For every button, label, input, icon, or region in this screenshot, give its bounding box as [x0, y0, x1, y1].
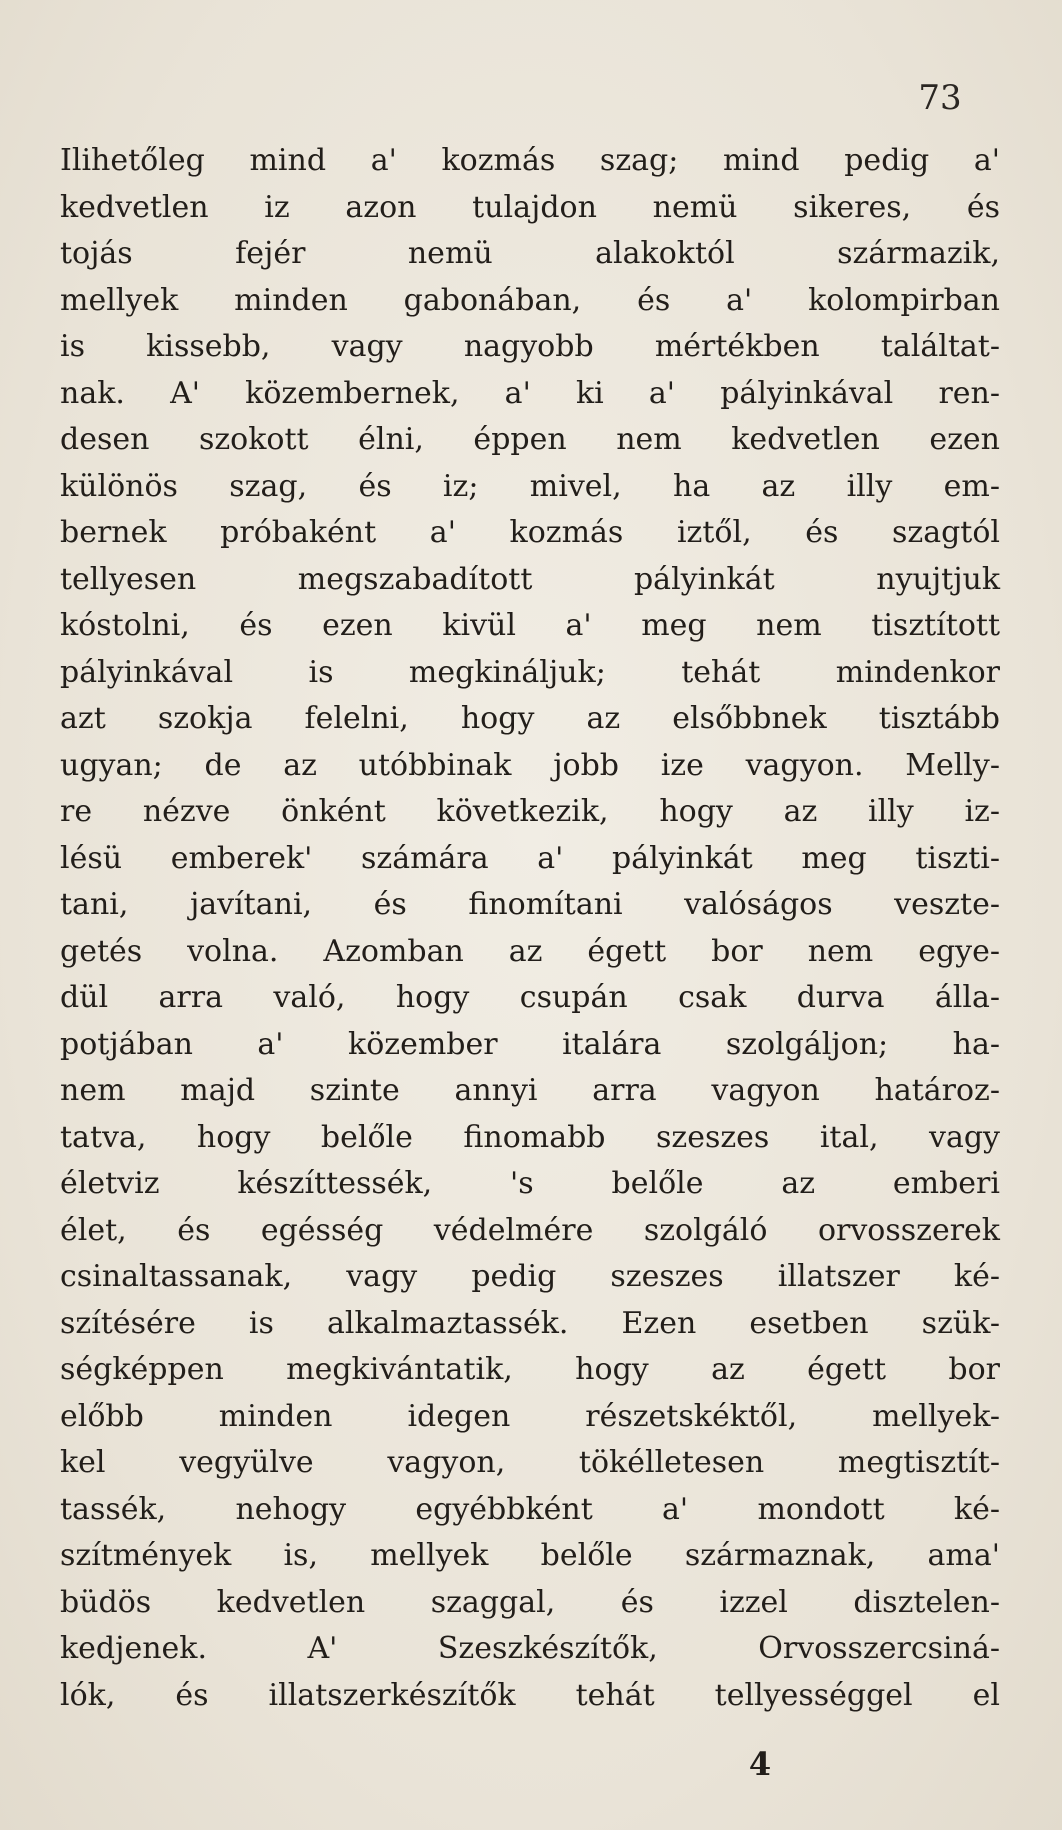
text-line: kedjenek. A' Szeszkészítők, Orvosszercsiná- [60, 1631, 1000, 1666]
text-line: ugyan; de az utóbbinak jobb ize vagyon. Melly- [60, 747, 1000, 783]
text-line: kel vegyülve vagyon, tökélletesen megtisztít- [60, 1445, 1000, 1480]
text-line: kedvetlen iz azon tulajdon nemü sikeres, és [60, 189, 1000, 225]
text-line: mellyek minden gabonában, és a' kolompirban [60, 282, 1000, 318]
page-number: 73 [918, 78, 962, 118]
text-line: tatva, hogy belőle finomabb szeszes ital, vagy [60, 1119, 1000, 1155]
text-line: csinaltassanak, vagy pedig szeszes illatszer ké- [60, 1259, 1000, 1294]
text-line: Ilihetőleg mind a' kozmás szag; mind pedig a' [60, 143, 1000, 178]
text-line: tellyesen megszabadított pályinkát nyujtjuk [60, 561, 1000, 597]
text-line: kóstolni, és ezen kivül a' meg nem tisztított [60, 608, 1000, 643]
text-line: ségképpen megkivántatik, hogy az égett bor [60, 1352, 1000, 1387]
text-line: getés volna. Azomban az égett bor nem egye- [60, 933, 1000, 969]
text-line: élet, és egésség védelmére szolgáló orvosszerek [60, 1212, 1000, 1248]
text-line: nak. A' közembernek, a' ki a' pályinkával ren- [60, 375, 1000, 411]
text-line: tassék, nehogy egyébbként a' mondott ké- [60, 1491, 1000, 1527]
text-line: lésü emberek' számára a' pályinkát meg tiszti- [60, 840, 1000, 876]
text-line: életviz készíttessék, 's belőle az emberi [60, 1166, 1000, 1201]
text-line: lók, és illatszerkészítők tehát tellyességgel el [60, 1677, 1000, 1713]
text-line: szítésére is alkalmaztassék. Ezen esetben szük- [60, 1305, 1000, 1341]
text-line: potjában a' közember italára szolgáljon; ha- [60, 1026, 1000, 1062]
text-line: is kissebb, vagy nagyobb mértékben találtat- [60, 329, 1000, 364]
text-line: különös szag, és iz; mivel, ha az illy em- [60, 468, 1000, 504]
text-line: tani, javítani, és finomítani valóságos veszte- [60, 887, 1000, 922]
text-line: bernek próbaként a' kozmás iztől, és szagtól [60, 515, 1000, 550]
text-line: előbb minden idegen részetskéktől, mellyek- [60, 1398, 1000, 1434]
text-line: dül arra való, hogy csupán csak durva álla- [60, 980, 1000, 1015]
text-line: szítmények is, mellyek belőle származnak, ama' [60, 1538, 1000, 1573]
text-line: re nézve önként következik, hogy az illy iz- [60, 794, 1000, 829]
text-line: pályinkával is megkináljuk; tehát mindenkor [60, 654, 1000, 690]
text-line: nem majd szinte annyi arra vagyon határoz- [60, 1073, 1000, 1108]
text-line: desen szokott élni, éppen nem kedvetlen ezen [60, 422, 1000, 457]
text-line: azt szokja felelni, hogy az elsőbbnek tisztább [60, 701, 1000, 736]
text-line: tojás fejér nemü alakoktól származik, [60, 236, 1000, 271]
body-text [60, 138, 1000, 1719]
signature-mark: 4 [748, 1745, 772, 1783]
text-line: büdös kedvetlen szaggal, és izzel disztelen- [60, 1584, 1000, 1620]
